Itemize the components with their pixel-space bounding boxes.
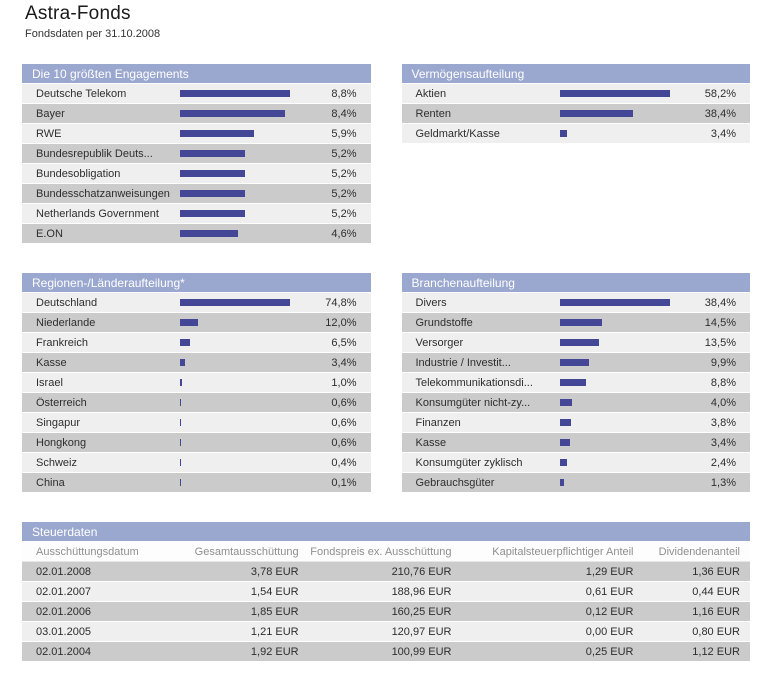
tax-table-cell: 02.01.2006 <box>36 606 92 618</box>
tax-column-header: Gesamtausschüttung <box>194 546 299 558</box>
row-value: 4,0% <box>710 396 736 409</box>
row-value: 8,4% <box>331 107 357 120</box>
bar-track <box>180 210 292 217</box>
tax-table-cell: 0,61 EUR <box>585 586 634 598</box>
bar-track <box>560 130 672 137</box>
value-bar <box>560 130 567 137</box>
row-value: 12,0% <box>325 316 357 329</box>
value-bar <box>180 150 245 157</box>
row-value: 14,5% <box>704 316 736 329</box>
chart-row <box>402 373 751 393</box>
row-value: 0,1% <box>331 476 357 489</box>
value-bar <box>560 339 599 346</box>
row-value: 58,2% <box>704 87 736 100</box>
value-bar <box>180 459 181 466</box>
row-value: 38,4% <box>704 107 736 120</box>
bar-track <box>180 230 292 237</box>
bar-track <box>180 190 292 197</box>
chart-row <box>22 473 371 493</box>
value-bar <box>560 379 586 386</box>
row-label: Versorger <box>415 336 464 349</box>
panel-sector-allocation <box>402 273 751 493</box>
chart-row <box>22 293 371 313</box>
row-value: 0,6% <box>331 436 357 449</box>
tax-table-cell: 1,12 EUR <box>692 646 740 658</box>
row-value: 4,6% <box>331 227 357 240</box>
value-bar <box>180 319 198 326</box>
chart-row <box>22 164 371 184</box>
chart-row <box>402 313 751 333</box>
panel-title: Branchenaufteilung <box>402 273 751 293</box>
chart-row <box>402 84 751 104</box>
panel-top-holdings <box>22 64 371 244</box>
chart-row <box>22 184 371 204</box>
tax-table-cell: 1,29 EUR <box>585 566 634 578</box>
tax-table-row <box>22 642 750 662</box>
value-bar <box>180 90 290 97</box>
tax-column-header: Kapitalsteuerpflichtiger Anteil <box>492 546 634 558</box>
row-value: 0,6% <box>331 396 357 409</box>
bar-track <box>560 90 672 97</box>
row-value: 13,5% <box>704 336 736 349</box>
row-label: Singapur <box>36 416 81 429</box>
chart-row <box>22 413 371 433</box>
chart-row <box>402 104 751 124</box>
row-value: 3,4% <box>710 127 736 140</box>
bar-track <box>560 339 672 346</box>
chart-row <box>22 373 371 393</box>
chart-row <box>22 333 371 353</box>
tax-table-body <box>22 562 750 662</box>
row-label: Schweiz <box>36 456 77 469</box>
bar-track <box>180 90 292 97</box>
row-value: 3,4% <box>331 356 357 369</box>
row-label: Geldmarkt/Kasse <box>415 127 500 140</box>
tax-table-cell: 1,36 EUR <box>692 566 740 578</box>
chart-row <box>402 333 751 353</box>
tax-table-cell: 1,92 EUR <box>250 646 299 658</box>
tax-table-cell: 1,21 EUR <box>250 626 299 638</box>
row-value: 38,4% <box>704 296 736 309</box>
bar-track <box>560 379 672 386</box>
row-value: 0,4% <box>331 456 357 469</box>
bar-track <box>180 439 292 446</box>
bar-track <box>180 479 292 486</box>
value-bar <box>560 359 589 366</box>
value-bar <box>560 479 564 486</box>
chart-row <box>22 353 371 373</box>
value-bar <box>180 110 285 117</box>
chart-row <box>22 124 371 144</box>
panel-asset-allocation <box>402 64 751 144</box>
chart-row <box>402 124 751 144</box>
tax-table-cell: 02.01.2004 <box>36 646 92 658</box>
value-bar <box>560 459 567 466</box>
tax-table-cell: 02.01.2007 <box>36 586 92 598</box>
tax-panel-title: Steuerdaten <box>22 522 750 542</box>
bar-track <box>180 319 292 326</box>
value-bar <box>560 419 571 426</box>
panel-title: Vermögensaufteilung <box>402 64 751 84</box>
tax-table-cell: 3,78 EUR <box>250 566 299 578</box>
row-label: Bayer <box>36 107 65 120</box>
bar-track <box>560 459 672 466</box>
bar-track <box>180 110 292 117</box>
row-label: Frankreich <box>36 336 88 349</box>
chart-row <box>22 453 371 473</box>
tax-table-cell: 100,99 EUR <box>391 646 452 658</box>
tax-table-row <box>22 562 750 582</box>
value-bar <box>180 439 181 446</box>
bar-track <box>180 150 292 157</box>
row-label: Deutsche Telekom <box>36 87 127 100</box>
panel-title: Regionen-/Länderaufteilung* <box>22 273 371 293</box>
tax-table-cell: 1,85 EUR <box>250 606 299 618</box>
value-bar <box>560 299 670 306</box>
chart-row <box>22 104 371 124</box>
row-value: 8,8% <box>710 376 736 389</box>
value-bar <box>560 319 602 326</box>
row-label: Österreich <box>36 396 87 409</box>
row-value: 2,4% <box>710 456 736 469</box>
value-bar <box>180 230 238 237</box>
row-value: 1,3% <box>710 476 736 489</box>
bar-track <box>180 399 292 406</box>
row-label: Israel <box>36 376 63 389</box>
chart-row <box>402 453 751 473</box>
value-bar <box>180 190 245 197</box>
tax-table-cell: 120,97 EUR <box>391 626 452 638</box>
bar-track <box>180 419 292 426</box>
bar-track <box>560 299 672 306</box>
chart-row <box>402 433 751 453</box>
row-label: Kasse <box>415 436 447 449</box>
row-label: Industrie / Investit... <box>415 356 511 369</box>
bar-track <box>560 399 672 406</box>
tax-table-row <box>22 602 750 622</box>
chart-row <box>22 204 371 224</box>
tax-table-cell: 03.01.2005 <box>36 626 92 638</box>
chart-row <box>402 413 751 433</box>
bar-track <box>560 110 672 117</box>
bar-track <box>560 319 672 326</box>
row-label: Deutschland <box>36 296 98 309</box>
tax-table-row <box>22 622 750 642</box>
tax-table-cell: 0,80 EUR <box>692 626 740 638</box>
row-label: E.ON <box>36 227 63 240</box>
value-bar <box>180 359 185 366</box>
row-label: Konsumgüter zyklisch <box>415 456 523 469</box>
tax-data-panel <box>22 522 750 662</box>
bar-track <box>180 299 292 306</box>
page-subtitle: Fondsdaten per 31.10.2008 <box>25 28 161 40</box>
row-label: Kasse <box>36 356 67 369</box>
tax-table-cell: 0,25 EUR <box>585 646 634 658</box>
tax-table-cell: 160,25 EUR <box>391 606 452 618</box>
row-value: 9,9% <box>710 356 736 369</box>
row-value: 5,2% <box>331 187 357 200</box>
row-label: Hongkong <box>36 436 87 449</box>
row-value: 3,8% <box>710 416 736 429</box>
tax-table-row <box>22 582 750 602</box>
bar-track <box>180 130 292 137</box>
row-label: RWE <box>36 127 62 140</box>
tax-table-cell: 210,76 EUR <box>391 566 452 578</box>
bar-track <box>560 359 672 366</box>
row-label: Divers <box>415 296 447 309</box>
charts-row-top <box>22 64 750 244</box>
value-bar <box>180 479 181 486</box>
value-bar <box>180 210 245 217</box>
row-value: 3,4% <box>710 436 736 449</box>
value-bar <box>180 170 245 177</box>
chart-row <box>22 84 371 104</box>
tax-column-header: Ausschüttungsdatum <box>36 546 139 558</box>
tax-table-cell: 0,44 EUR <box>692 586 740 598</box>
bar-track <box>180 359 292 366</box>
value-bar <box>180 299 290 306</box>
row-label: Bundesobligation <box>36 167 121 180</box>
bar-track <box>180 459 292 466</box>
value-bar <box>180 130 254 137</box>
bar-track <box>180 379 292 386</box>
row-value: 0,6% <box>331 416 357 429</box>
row-value: 74,8% <box>325 296 357 309</box>
row-label: Konsumgüter nicht-zy... <box>415 396 531 409</box>
bar-track <box>560 439 672 446</box>
chart-row <box>402 473 751 493</box>
row-label: Renten <box>415 107 451 120</box>
row-label: Bundesschatzanweisungen <box>36 187 170 200</box>
page-title: Astra-Fonds <box>25 3 131 24</box>
bar-track <box>560 419 672 426</box>
row-label: Netherlands Government <box>36 207 159 220</box>
row-value: 1,0% <box>331 376 357 389</box>
chart-row <box>22 393 371 413</box>
row-label: Gebrauchsgüter <box>415 476 495 489</box>
row-label: Finanzen <box>415 416 461 429</box>
bar-track <box>560 479 672 486</box>
value-bar <box>180 379 182 386</box>
value-bar <box>560 90 670 97</box>
tax-column-header: Fondspreis ex. Ausschüttung <box>310 546 452 558</box>
value-bar <box>560 110 633 117</box>
row-value: 5,9% <box>331 127 357 140</box>
tax-table-cell: 1,16 EUR <box>692 606 740 618</box>
panel-title: Die 10 größten Engagements <box>22 64 371 84</box>
bar-track <box>180 170 292 177</box>
value-bar <box>560 439 570 446</box>
chart-row <box>22 313 371 333</box>
row-value: 5,2% <box>331 167 357 180</box>
chart-row <box>402 393 751 413</box>
chart-row <box>402 293 751 313</box>
panel-region-allocation <box>22 273 371 493</box>
chart-row <box>22 433 371 453</box>
chart-row <box>22 224 371 244</box>
row-value: 6,5% <box>331 336 357 349</box>
tax-table-cell: 1,54 EUR <box>250 586 299 598</box>
tax-table-cell: 0,00 EUR <box>585 626 634 638</box>
bar-track <box>180 339 292 346</box>
value-bar <box>180 419 181 426</box>
row-label: Bundesrepublik Deuts... <box>36 147 153 160</box>
row-label: Aktien <box>415 87 447 100</box>
tax-table-cell: 02.01.2008 <box>36 566 92 578</box>
row-value: 5,2% <box>331 207 357 220</box>
row-value: 5,2% <box>331 147 357 160</box>
row-value: 8,8% <box>331 87 357 100</box>
chart-row <box>402 353 751 373</box>
value-bar <box>560 399 572 406</box>
row-label: Grundstoffe <box>415 316 473 329</box>
row-label: China <box>36 476 65 489</box>
tax-table-cell: 188,96 EUR <box>391 586 452 598</box>
row-label: Niederlande <box>36 316 96 329</box>
tax-table-header-row <box>22 542 750 562</box>
row-label: Telekommunikationsdi... <box>415 376 533 389</box>
value-bar <box>180 399 181 406</box>
tax-column-header: Dividendenanteil <box>658 546 740 558</box>
chart-row <box>22 144 371 164</box>
value-bar <box>180 339 190 346</box>
tax-table-cell: 0,12 EUR <box>585 606 634 618</box>
charts-row-middle <box>22 273 750 493</box>
